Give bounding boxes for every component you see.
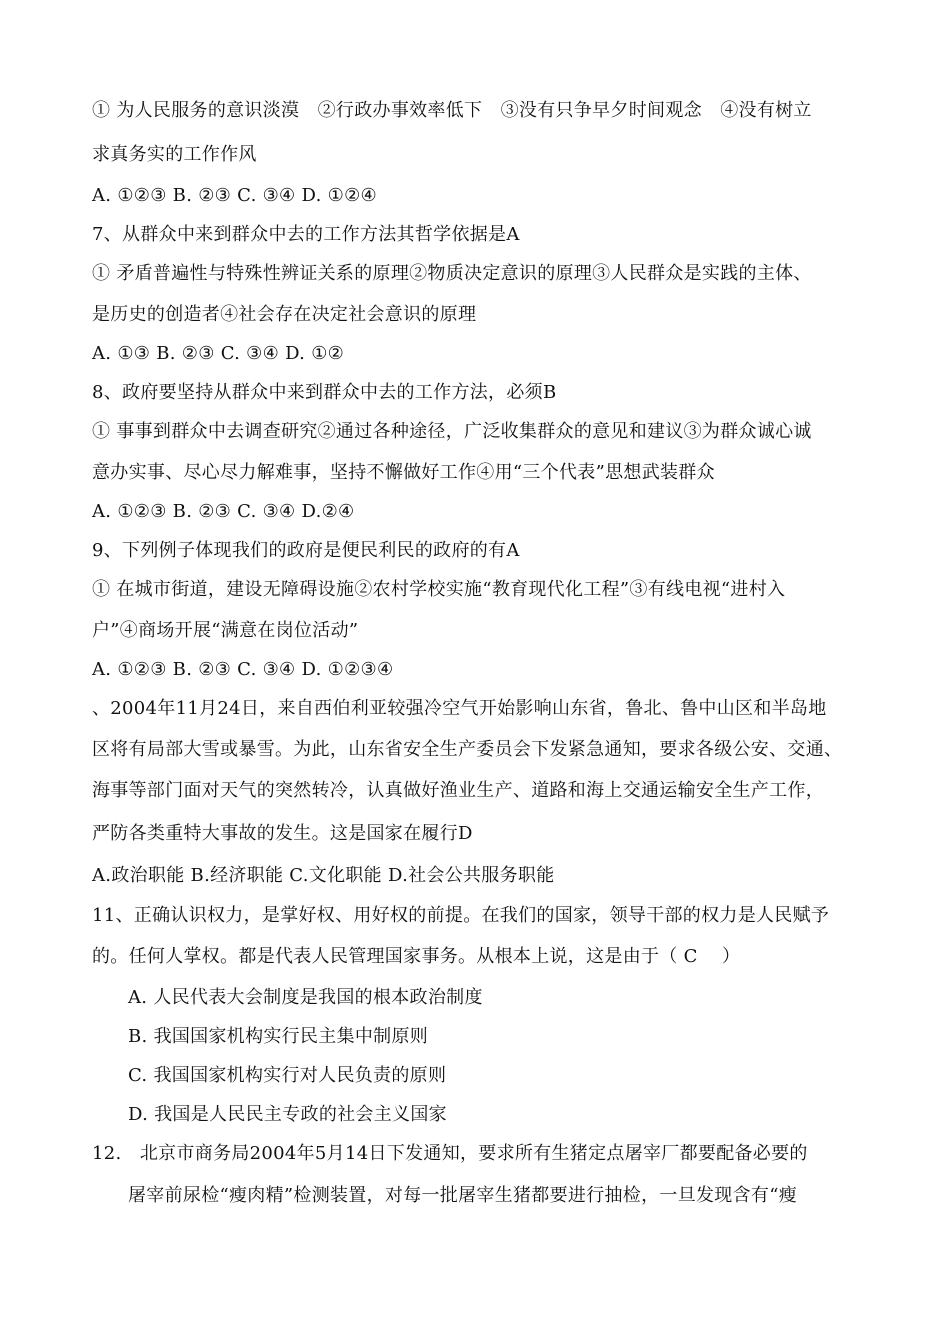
- q10-options: A.政治职能 B.经济职能 C.文化职能 D.社会公共服务职能: [92, 865, 555, 886]
- q8-options: A. ①②③ B. ②③ C. ③④ D.②④: [92, 501, 355, 522]
- q6-items-line1: ① 为人民服务的意识淡漠 ②行政办事效率低下 ③没有只争早夕时间观念 ④没有树立: [92, 100, 812, 121]
- q10-line2: 区将有局部大雪或暴雪。为此，山东省安全生产委员会下发紧急通知，要求各级公安、交通、: [92, 739, 843, 760]
- q11-option-b: B. 我国国家机构实行民主集中制原则: [128, 1026, 429, 1047]
- q10-line1: 、2004年11月24日，来自西伯利亚较强冷空气开始影响山东省，鲁北、鲁中山区和半岛地: [92, 698, 827, 719]
- q8-stem: 8、政府要坚持从群众中来到群众中去的工作方法，必须B: [92, 382, 557, 403]
- q10-line4: 严防各类重特大事故的发生。这是国家在履行D: [92, 823, 473, 844]
- q10-line3: 海事等部门面对天气的突然转冷，认真做好渔业生产、道路和海上交通运输安全生产工作，: [92, 780, 824, 801]
- q9-stem: 9、下列例子体现我们的政府是便民利民的政府的有A: [92, 540, 520, 561]
- q11-line2: 的。任何人掌权。都是代表人民管理国家事务。从根本上说，这是由于（ C ）: [92, 946, 741, 967]
- q9-items-line2: 户”④商场开展“满意在岗位活动”: [92, 620, 359, 641]
- q11-option-c: C. 我国国家机构实行对人民负责的原则: [128, 1065, 447, 1086]
- q7-items-line1: ① 矛盾普遍性与特殊性辨证关系的原理②物质决定意识的原理③人民群众是实践的主体、: [92, 263, 812, 284]
- q6-options: A. ①②③ B. ②③ C. ③④ D. ①②④: [92, 185, 377, 206]
- q7-options: A. ①③ B. ②③ C. ③④ D. ①②: [92, 343, 345, 364]
- q11-line1: 11、正确认识权力，是掌好权、用好权的前提。在我们的国家，领导干部的权力是人民赋予: [92, 905, 830, 926]
- q11-option-d: D. 我国是人民民主专政的社会主义国家: [128, 1104, 447, 1125]
- q6-items-line2: 求真务实的工作作风: [92, 144, 257, 165]
- q9-items-line1: ① 在城市街道，建设无障碍设施②农村学校实施“教育现代化工程”③有线电视“进村入: [92, 579, 786, 600]
- q7-stem: 7、从群众中来到群众中去的工作方法其哲学依据是A: [92, 224, 520, 245]
- q8-items-line1: ① 事事到群众中去调查研究②通过各种途径，广泛收集群众的意见和建议③为群众诚心诚: [92, 421, 812, 442]
- q11-option-a: A. 人民代表大会制度是我国的根本政治制度: [128, 987, 483, 1008]
- q12-line2: 屠宰前尿检“瘦肉精”检测装置，对每一批屠宰生猪都要进行抽检，一旦发现含有“瘦: [128, 1185, 798, 1206]
- q9-options: A. ①②③ B. ②③ C. ③④ D. ①②③④: [92, 659, 394, 680]
- q8-items-line2: 意办实事、尽心尽力解难事，坚持不懈做好工作④用“三个代表”思想武装群众: [92, 462, 715, 483]
- q7-items-line2: 是历史的创造者④社会存在决定社会意识的原理: [92, 304, 477, 325]
- q12-line1: 12. 北京市商务局2004年5月14日下发通知，要求所有生猪定点屠宰厂都要配备必要的: [92, 1143, 808, 1164]
